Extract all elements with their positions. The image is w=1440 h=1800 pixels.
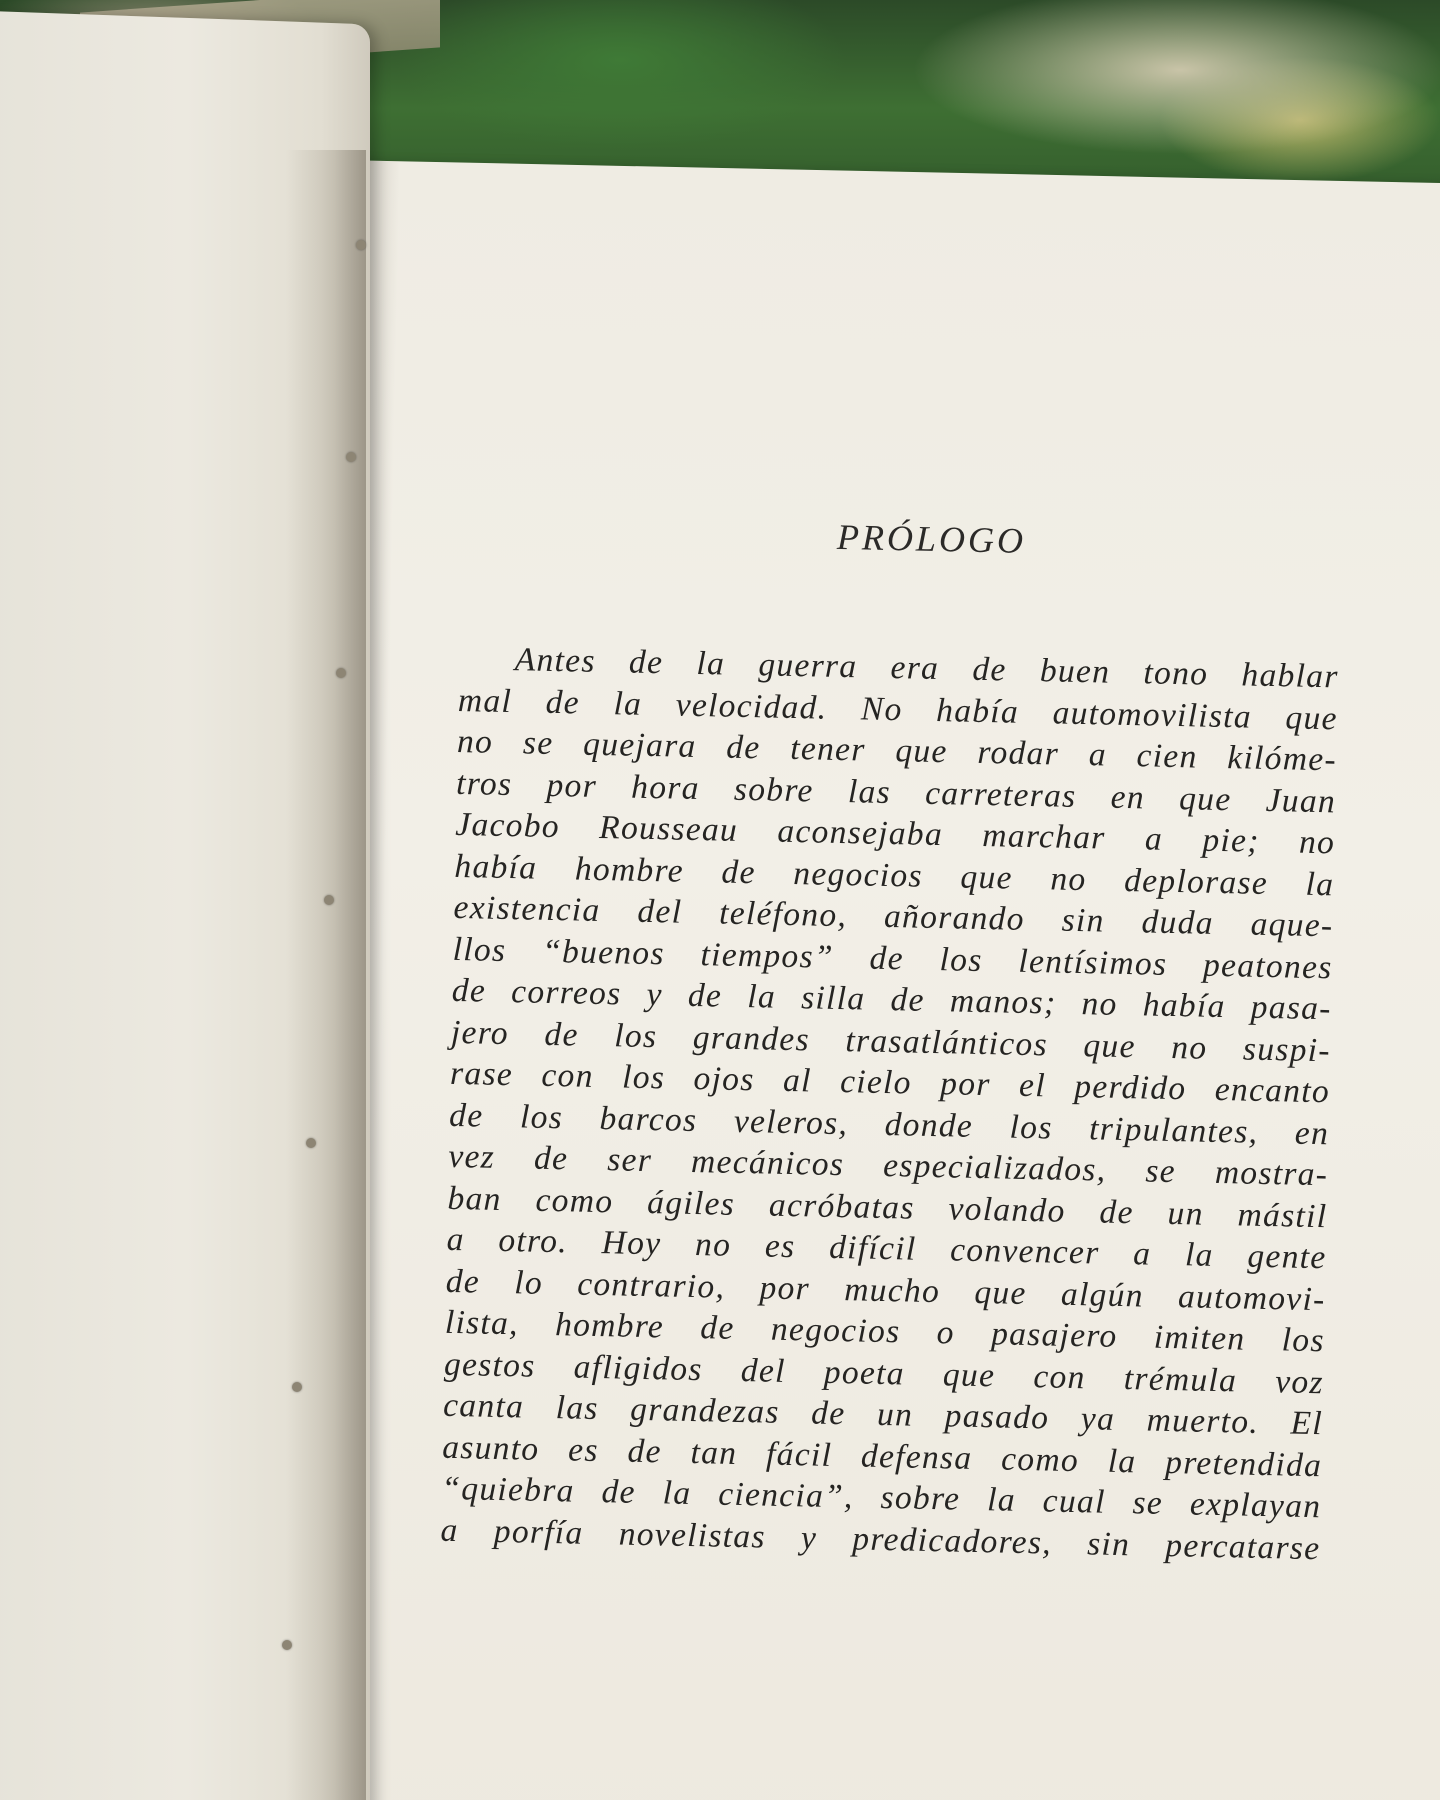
prologue-text-block (440, 508, 1342, 1569)
binding-stitch (356, 240, 366, 250)
text-line: de los barcos veleros, donde los tripulantes, en (448, 1096, 1330, 1152)
text-line: rase con los ojos al cielo por el perdido encanto (449, 1054, 1331, 1111)
binding-stitch (292, 1382, 302, 1392)
text-line: llos “buenos tiempos” de los lentísimos peatones (452, 930, 1333, 986)
text-line: jero de los grandes trasatlánticos que no suspi- (450, 1013, 1332, 1069)
text-line: ban como ágiles acróbatas volando de un mástil (447, 1179, 1328, 1235)
text-line: a otro. Hoy no es difícil convencer a la gente (446, 1220, 1327, 1277)
text-line: lista, hombre de negocios o pasajero imiten los (444, 1303, 1326, 1360)
text-line: de lo contrario, por mucho que algún automovi- (445, 1262, 1327, 1318)
text-line: había hombre de negocios que no deplorase la (454, 847, 1335, 903)
text-line: canta las grandezas de un pasado ya muerto. El (442, 1386, 1324, 1443)
text-line: Jacobo Rousseau aconsejaba marchar a pie; no (454, 805, 1336, 862)
text-line: de correos y de la silla de manos; no había pasa- (451, 971, 1333, 1028)
text-line: gestos afligidos del poeta que con trémula voz (443, 1345, 1325, 1401)
text-line: a porfía novelistas y predicadores, sin percatarse (440, 1511, 1321, 1567)
text-line: asunto es de tan fácil defensa como la pretendida (441, 1428, 1323, 1484)
text-line: vez de ser mecánicos especializados, se mostra- (448, 1137, 1329, 1194)
text-line: “quiebra de la ciencia”, sobre la cual se explayan (441, 1469, 1322, 1526)
page-title: PRÓLOGO (836, 516, 1027, 561)
binding-stitch (282, 1640, 292, 1650)
text-line: no se quejara de tener que rodar a cien kilóme- (456, 722, 1338, 779)
binding-stitch (346, 452, 356, 462)
book-gutter (286, 150, 366, 1800)
text-line: existencia del teléfono, añorando sin duda aque- (453, 888, 1334, 945)
text-line: Antes de la guerra era de buen tono hablar (514, 641, 1340, 696)
binding-stitch (306, 1138, 316, 1148)
binding-stitch (336, 668, 346, 678)
binding-stitch (324, 895, 334, 905)
text-line: mal de la velocidad. No había automovilista que (457, 681, 1339, 737)
text-line: tros por hora sobre las carreteras en que Juan (455, 764, 1337, 820)
